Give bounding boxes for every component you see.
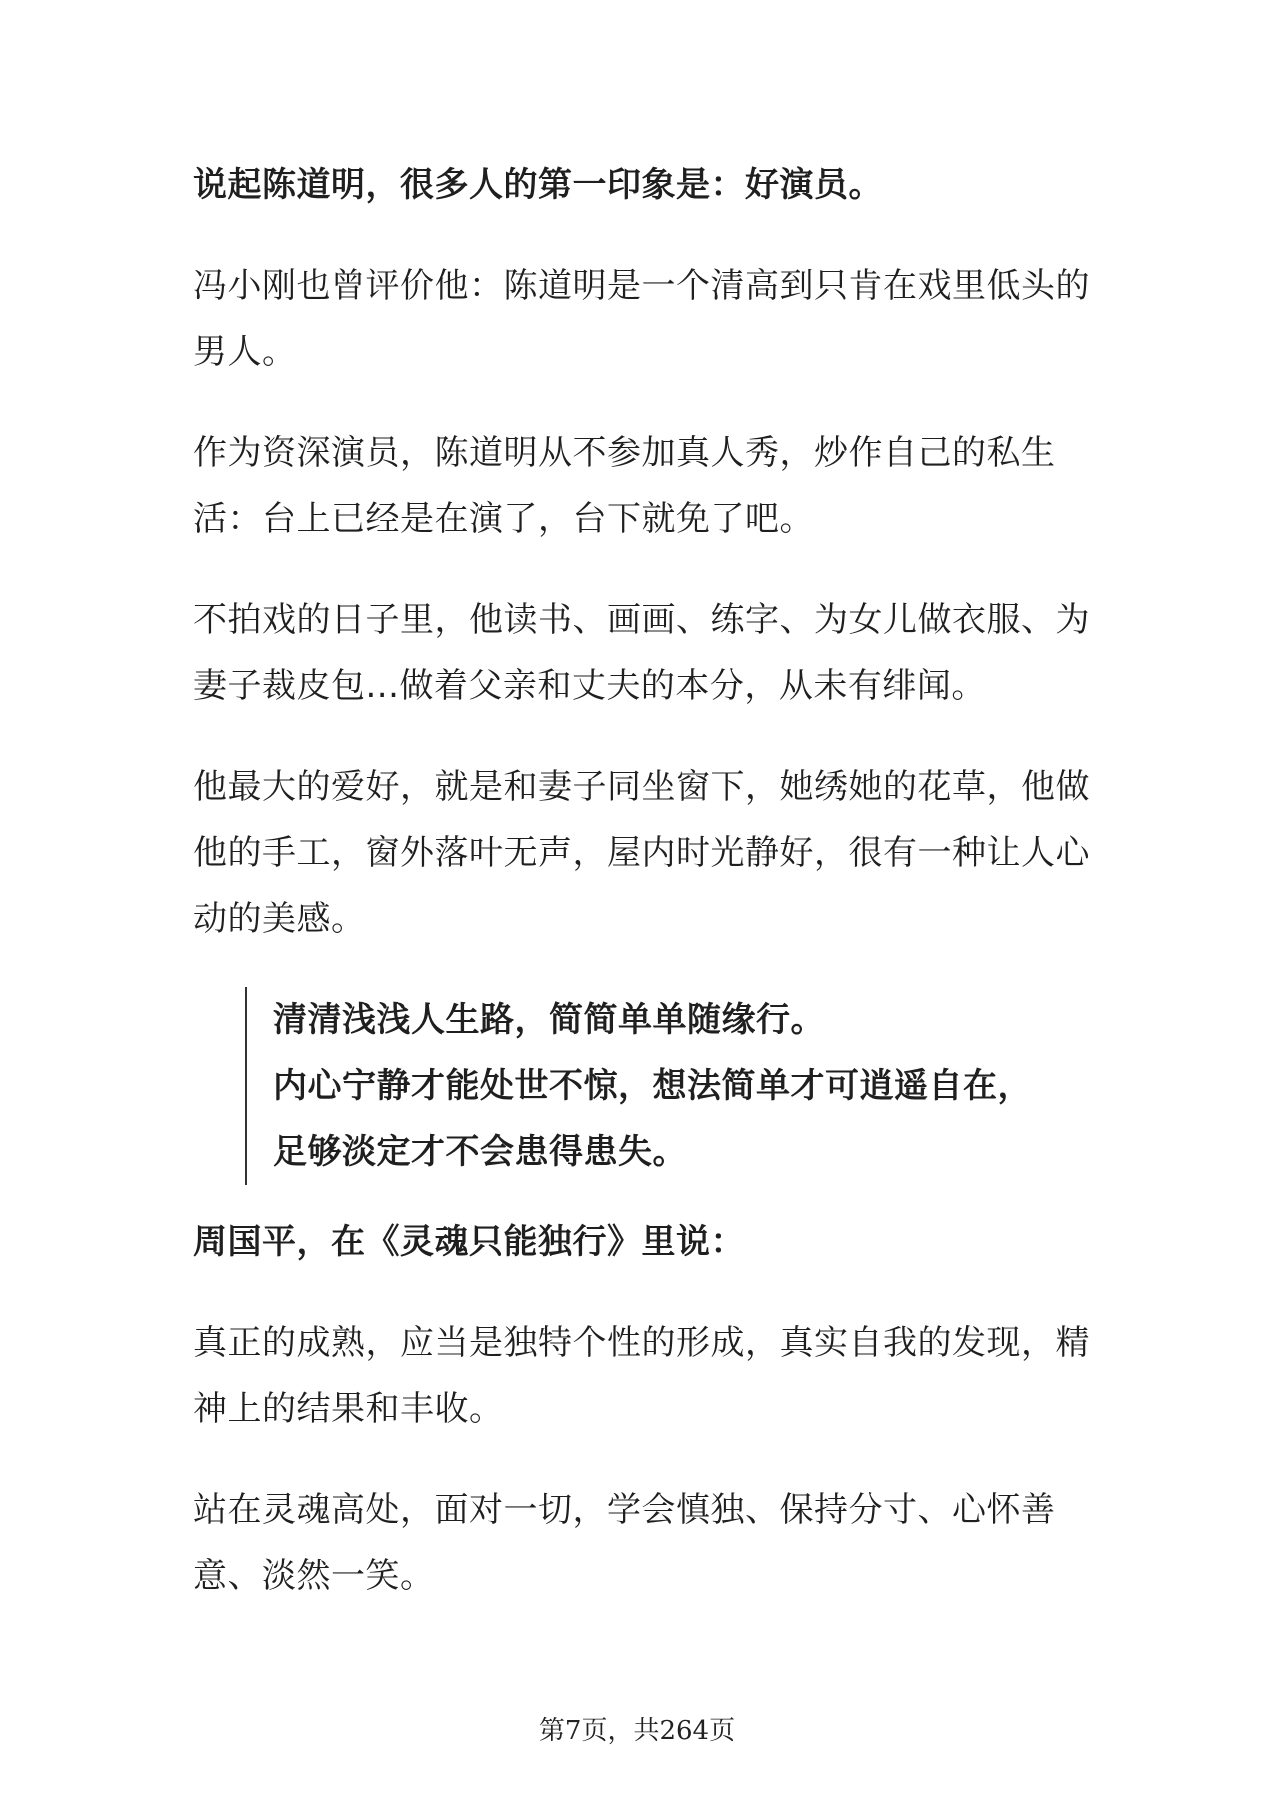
blockquote — [245, 987, 1093, 1185]
paragraph-soul-heights: 站在灵魂高处，面对一切，学会慎独、保持分寸、心怀善意、淡然一笑。 — [193, 1490, 1056, 1596]
quote-line: 清清浅浅人生路，简简单单随缘行。 — [273, 1000, 825, 1040]
paragraph-no-reality-show: 作为资深演员，陈道明从不参加真人秀，炒作自己的私生活：台上已经是在演了，台下就免了吧。 — [193, 433, 1056, 539]
paragraph-maturity: 真正的成熟，应当是独特个性的形成，真实自我的发现，精神上的结果和丰收。 — [193, 1323, 1090, 1429]
paragraph-intro: 说起陈道明，很多人的第一印象是：好演员。 — [193, 165, 883, 205]
quote-line: 足够淡定才不会患得患失。 — [273, 1132, 687, 1172]
article-body — [193, 152, 1093, 1644]
quote-line: 内心宁静才能处世不惊，想法简单才可逍遥自在， — [273, 1066, 1032, 1106]
paragraph-favorite-hobby: 他最大的爱好，就是和妻子同坐窗下，她绣她的花草，他做他的手工，窗外落叶无声，屋内时光静好，很有一种让人心动的美感。 — [193, 767, 1090, 939]
paragraph-feng-comment: 冯小刚也曾评价他：陈道明是一个清高到只肯在戏里低头的男人。 — [193, 266, 1090, 372]
page-number-footer: 第7页，共264页 — [538, 1716, 736, 1746]
paragraph-hobbies: 不拍戏的日子里，他读书、画画、练字、为女儿做衣服、为妻子裁皮包...做着父亲和丈夫的本分，从未有绯闻。 — [193, 600, 1090, 706]
paragraph-zhou-guoping: 周国平，在《灵魂只能独行》里说： — [193, 1222, 745, 1262]
